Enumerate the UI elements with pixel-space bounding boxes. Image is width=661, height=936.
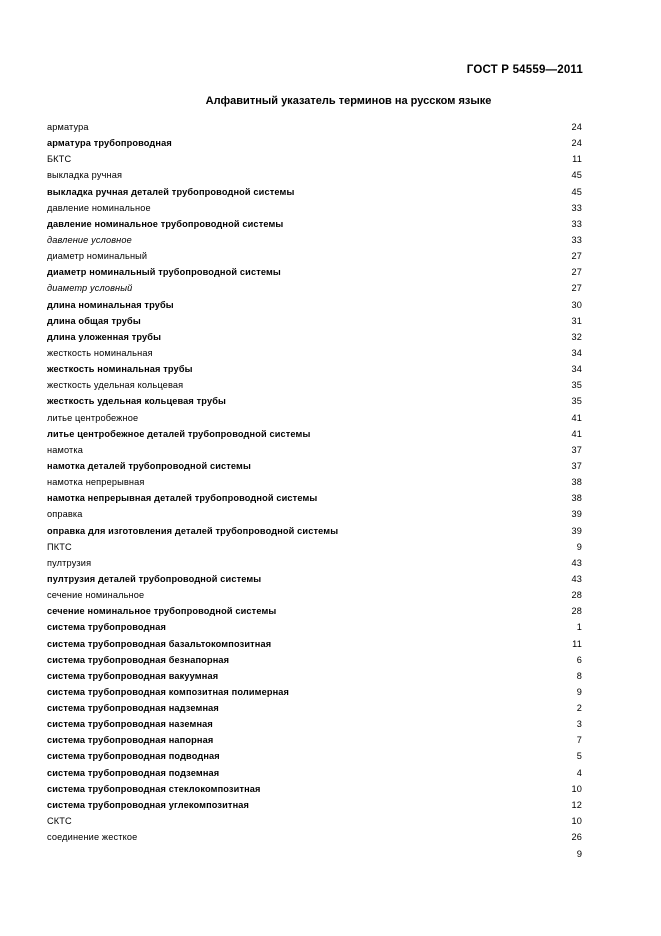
index-page-ref: 38: [571, 477, 582, 488]
index-term: давление условное: [47, 234, 132, 245]
index-term: сечение номинальное: [47, 590, 145, 601]
index-entry: [47, 280, 582, 296]
index-page-ref: 35: [571, 396, 582, 407]
index-page-ref: 34: [571, 347, 582, 358]
index-entry: [47, 167, 582, 183]
index-term: пултрузия: [47, 557, 92, 568]
index-page-ref: 28: [571, 606, 582, 617]
index-page-ref: 31: [571, 315, 582, 326]
index-term: ПКТС: [47, 541, 72, 552]
index-entry: [47, 119, 582, 135]
index-term: диаметр номинальный трубопроводной системы: [47, 267, 281, 278]
index-page-ref: 37: [571, 460, 582, 471]
index-term: жесткость удельная кольцевая: [47, 380, 184, 391]
index-page-ref: 10: [571, 816, 582, 827]
index-page-ref: 10: [571, 783, 582, 794]
index-page-ref: 28: [571, 590, 582, 601]
index-term: арматура: [47, 122, 89, 132]
index-entry: [47, 474, 582, 490]
index-page-ref: 34: [571, 364, 582, 375]
index-page-ref: 38: [571, 493, 582, 504]
index-entry: [47, 716, 582, 732]
index-page-ref: 33: [571, 202, 582, 213]
index-term: арматура трубопроводная: [47, 138, 172, 149]
index-entry: [47, 732, 582, 748]
index-entry: [47, 410, 582, 426]
index-page-ref: 9: [576, 686, 582, 697]
index-term: длина номинальная трубы: [47, 299, 174, 310]
index-term: система трубопроводная подводная: [47, 751, 220, 762]
index-entry: [47, 216, 582, 232]
document-code: ГОСТ Р 54559—2011: [466, 64, 583, 76]
index-entry: [47, 329, 582, 345]
index-term: оправка: [47, 509, 83, 520]
index-entry: [47, 248, 582, 264]
index-page-ref: 11: [572, 154, 582, 165]
index-entry: [47, 813, 582, 829]
index-page-ref: 2: [576, 703, 582, 714]
index-entry: [47, 297, 582, 313]
index-page-ref: 45: [571, 186, 582, 197]
index-page-ref: 37: [571, 444, 582, 455]
index-page-ref: 12: [571, 799, 582, 810]
index-term: оправка для изготовления деталей трубопроводной системы: [47, 525, 339, 536]
index-page-ref: 27: [571, 251, 582, 262]
index-page-ref: 30: [571, 299, 582, 310]
index-page-ref: 41: [571, 428, 582, 439]
index-page-ref: 1: [576, 622, 582, 633]
index-term: система трубопроводная наземная: [47, 719, 213, 730]
index-page-ref: 43: [571, 557, 582, 568]
index-page-ref: 43: [571, 573, 582, 584]
index-term: пултрузия деталей трубопроводной системы: [47, 573, 262, 584]
index-entry: [47, 765, 582, 781]
index-page-ref: 27: [571, 267, 582, 278]
index-page-ref: 5: [576, 751, 582, 762]
index-entry: [47, 458, 582, 474]
index-term: давление номинальное: [47, 202, 151, 213]
index-entry: [47, 377, 582, 393]
index-term: литье центробежное: [47, 412, 139, 423]
index-term: намотка деталей трубопроводной системы: [47, 460, 252, 471]
index-entry: [47, 652, 582, 668]
index-page-ref: 26: [571, 832, 582, 843]
index-term: система трубопроводная стеклокомпозитная: [47, 783, 261, 794]
index-entry: [47, 684, 582, 700]
index-entry: [47, 490, 582, 506]
index-term: БКТС: [47, 154, 72, 165]
index-page-ref: 9: [576, 541, 582, 552]
index-entry: [47, 313, 582, 329]
index-page-ref: 41: [571, 412, 582, 423]
index-term: система трубопроводная: [47, 622, 167, 633]
index-entry: [47, 264, 582, 280]
index-term: система трубопроводная напорная: [47, 735, 214, 746]
index-entry: [47, 393, 582, 409]
index-term: СКТС: [47, 816, 72, 827]
index-term: диаметр номинальный: [47, 251, 148, 262]
index-entry: [47, 797, 582, 813]
index-page-ref: 33: [571, 218, 582, 229]
index-page-ref: 35: [571, 380, 582, 391]
term-index-list: [47, 119, 582, 845]
index-term: жесткость номинальная: [47, 347, 153, 358]
index-entry: [47, 135, 582, 151]
index-term: намотка непрерывная: [47, 477, 145, 488]
index-page-ref: 33: [571, 234, 582, 245]
index-page-ref: 32: [571, 331, 582, 342]
index-term: намотка: [47, 444, 83, 455]
index-entry: [47, 587, 582, 603]
index-term: намотка непрерывная деталей трубопроводной системы: [47, 493, 318, 504]
index-term: выкладка ручная деталей трубопроводной системы: [47, 186, 295, 197]
index-entry: [47, 232, 582, 248]
index-term: жесткость удельная кольцевая трубы: [47, 396, 227, 407]
index-term: длина общая трубы: [47, 315, 141, 326]
index-entry: [47, 345, 582, 361]
index-term: литье центробежное деталей трубопроводной системы: [47, 428, 311, 439]
index-page-ref: 39: [571, 509, 582, 520]
index-entry: [47, 506, 582, 522]
index-page-ref: 6: [576, 654, 582, 665]
index-entry: [47, 603, 582, 619]
index-entry: [47, 200, 582, 216]
index-term: длина уложенная трубы: [47, 331, 162, 342]
index-term: система трубопроводная вакуумная: [47, 670, 219, 681]
index-term: система трубопроводная базальтокомпозитная: [47, 638, 272, 649]
index-page-ref: 7: [576, 735, 582, 746]
index-entry: [47, 184, 582, 200]
index-page-ref: 24: [571, 138, 582, 149]
index-page-ref: 4: [576, 767, 582, 778]
index-entry: [47, 523, 582, 539]
index-term: жесткость номинальная трубы: [47, 364, 193, 375]
index-entry: [47, 426, 582, 442]
index-entry: [47, 829, 582, 845]
index-term: соединение жесткое: [47, 832, 138, 843]
page-number: 9: [576, 849, 582, 860]
index-entry: [47, 539, 582, 555]
index-entry: [47, 151, 582, 167]
index-page-ref: 24: [571, 122, 582, 132]
index-page-ref: 8: [576, 670, 582, 681]
index-entry: [47, 636, 582, 652]
index-page-ref: 45: [571, 170, 582, 181]
index-page-ref: 3: [576, 719, 582, 730]
index-page-ref: 27: [571, 283, 582, 294]
index-term: система трубопроводная надземная: [47, 703, 219, 714]
index-entry: [47, 700, 582, 716]
index-entry: [47, 571, 582, 587]
index-term: система трубопроводная безнапорная: [47, 654, 230, 665]
index-title: Алфавитный указатель терминов на русском языке: [205, 95, 492, 107]
index-term: сечение номинальное трубопроводной системы: [47, 606, 277, 617]
index-entry: [47, 442, 582, 458]
index-term: диаметр условный: [47, 283, 133, 294]
index-term: давление номинальное трубопроводной системы: [47, 218, 284, 229]
index-term: система трубопроводная композитная полимерная: [47, 686, 290, 697]
index-entry: [47, 668, 582, 684]
index-page-ref: 39: [571, 525, 582, 536]
index-entry: [47, 748, 582, 764]
index-entry: [47, 781, 582, 797]
index-entry: [47, 555, 582, 571]
index-entry: [47, 361, 582, 377]
index-term: система трубопроводная подземная: [47, 767, 220, 778]
index-term: выкладка ручная: [47, 170, 123, 181]
index-entry: [47, 619, 582, 635]
index-term: система трубопроводная углекомпозитная: [47, 799, 250, 810]
index-page-ref: 11: [572, 638, 582, 649]
